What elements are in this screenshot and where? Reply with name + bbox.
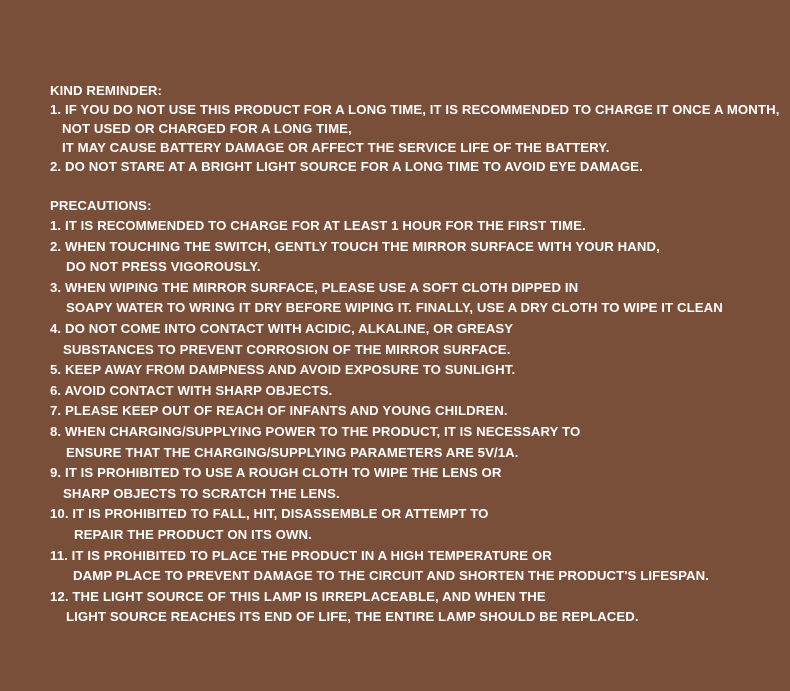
precautions-title: PRECAUTIONS: [50,198,152,213]
reminder-line-1-cont-1: NOT USED OR CHARGED FOR A LONG TIME, [62,121,352,136]
precaution-item-4-cont: SUBSTANCES TO PREVENT CORROSION OF THE MIRROR SURFACE. [63,341,511,357]
precautions-section [50,196,780,628]
precaution-item-6: 6. AVOID CONTACT WITH SHARP OBJECTS. [50,382,333,398]
precaution-item-3: 3. WHEN WIPING THE MIRROR SURFACE, PLEASE USE A SOFT CLOTH DIPPED IN [50,279,579,295]
precaution-item-3-cont: SOAPY WATER TO WRING IT DRY BEFORE WIPING IT. FINALLY, USE A DRY CLOTH TO WIPE IT CLEAN [66,300,723,316]
precaution-item-10: 10. IT IS PROHIBITED TO FALL, HIT, DISASSEMBLE OR ATTEMPT TO [50,506,489,522]
precaution-item-8: 8. WHEN CHARGING/SUPPLYING POWER TO THE PRODUCT, IT IS NECESSARY TO [50,423,581,439]
kind-reminder-title: KIND REMINDER: [50,83,163,98]
precaution-item-12: 12. THE LIGHT SOURCE OF THIS LAMP IS IRREPLACEABLE, AND WHEN THE [50,588,546,604]
reminder-line-1: 1. IF YOU DO NOT USE THIS PRODUCT FOR A LONG TIME, IT IS RECOMMENDED TO CHARGE IT ONCE A MONTH, [50,102,780,117]
precaution-item-11: 11. IT IS PROHIBITED TO PLACE THE PRODUCT IN A HIGH TEMPERATURE OR [50,547,552,563]
precaution-item-12-cont: LIGHT SOURCE REACHES ITS END OF LIFE, THE ENTIRE LAMP SHOULD BE REPLACED. [66,609,639,625]
precaution-item-8-cont: ENSURE THAT THE CHARGING/SUPPLYING PARAMETERS ARE 5V/1A. [66,444,519,460]
precaution-item-1: 1. IT IS RECOMMENDED TO CHARGE FOR AT LEAST 1 HOUR FOR THE FIRST TIME. [50,218,586,233]
precaution-item-7: 7. PLEASE KEEP OUT OF REACH OF INFANTS AND YOUNG CHILDREN. [50,403,508,419]
reminder-line-1-cont-2: IT MAY CAUSE BATTERY DAMAGE OR AFFECT THE SERVICE LIFE OF THE BATTERY. [62,140,610,155]
precaution-item-2-cont: DO NOT PRESS VIGOROUSLY. [66,259,261,275]
precaution-item-9-cont: SHARP OBJECTS TO SCRATCH THE LENS. [63,485,340,501]
kind-reminder-section [50,81,780,176]
reminder-line-2: 2. DO NOT STARE AT A BRIGHT LIGHT SOURCE FOR A LONG TIME TO AVOID EYE DAMAGE. [50,159,643,174]
precaution-item-4: 4. DO NOT COME INTO CONTACT WITH ACIDIC, ALKALINE, OR GREASY [50,320,514,336]
precaution-item-5: 5. KEEP AWAY FROM DAMPNESS AND AVOID EXPOSURE TO SUNLIGHT. [50,362,516,378]
precaution-item-9: 9. IT IS PROHIBITED TO USE A ROUGH CLOTH TO WIPE THE LENS OR [50,465,502,481]
precaution-item-11-cont: DAMP PLACE TO PREVENT DAMAGE TO THE CIRCUIT AND SHORTEN THE PRODUCT'S LIFESPAN. [73,568,710,584]
precaution-item-2: 2. WHEN TOUCHING THE SWITCH, GENTLY TOUCH THE MIRROR SURFACE WITH YOUR HAND, [50,238,660,254]
precaution-item-10-cont: REPAIR THE PRODUCT ON ITS OWN. [74,526,312,542]
